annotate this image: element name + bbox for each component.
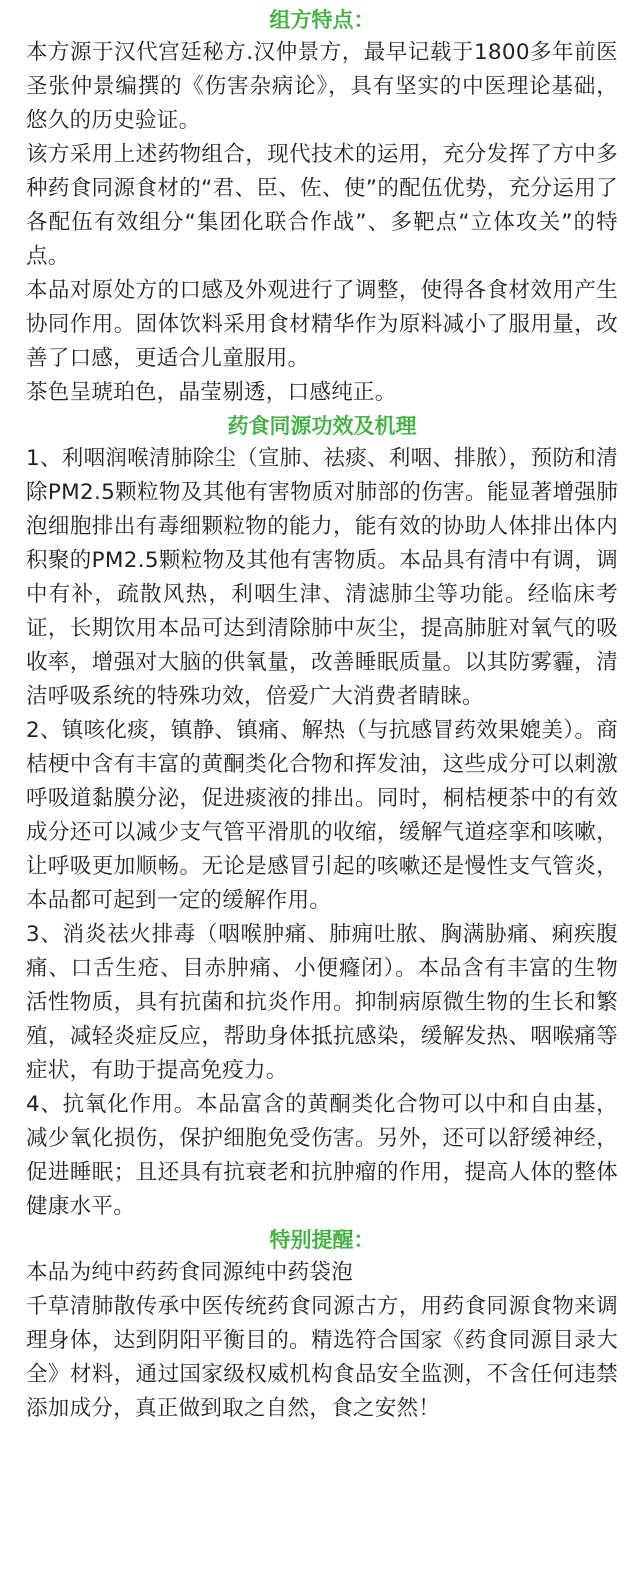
paragraph: 千草清肺散传承中医传统药食同源古方，用药食同源食物来调理身体，达到阴阳平衡目的。精选符合国家《药食同源目录大全》材料，通过国家级权威机构食品安全监测，不含任何违禁添加成分，真正做到取之自然，食之安然！	[26, 1294, 618, 1421]
section-heading: 药食同源功效及机理	[227, 414, 417, 438]
section-heading: 组方特点：	[269, 8, 375, 32]
paragraph: 3、消炎祛火排毒（咽喉肿痛、肺痈吐脓、胸满胁痛、痢疾腹痛、口舌生疮、目赤肿痛、小便癃闭）。本品含有丰富的生物活性物质，具有抗菌和抗炎作用。抑制病原微生物的生长和繁殖，减轻炎症反应，帮助身体抵抗感染，缓解发热、咽喉痛等症状，有助于提高免疫力。	[26, 922, 618, 1083]
paragraph: 2、镇咳化痰，镇静、镇痛、解热（与抗感冒药效果媲美）。商桔梗中含有丰富的黄酮类化合物和挥发油，这些成分可以刺激呼吸道黏膜分泌，促进痰液的排出。同时，桐桔梗茶中的有效成分还可以减少支气管平滑肌的收缩，缓解气道痉挛和咳嗽，让呼吸更加顺畅。无论是感冒引起的咳嗽还是慢性支气管炎，本品都可起到一定的缓解作用。	[26, 718, 618, 913]
section-formula-features	[26, 4, 618, 410]
paragraph: 该方采用上述药物组合，现代技术的运用，充分发挥了方中多种药食同源食材的“君、臣、佐、使”的配伍优势，充分运用了各配伍有效组分“集团化联合作战”、多靶点“立体攻关”的特点。	[26, 142, 618, 269]
paragraph: 本品对原处方的口感及外观进行了调整，使得各食材效用产生协同作用。固体饮料采用食材精华作为原料减小了服用量，改善了口感，更适合儿童服用。	[26, 278, 618, 371]
paragraph: 4、抗氧化作用。本品富含的黄酮类化合物可以中和自由基，减少氧化损伤，保护细胞免受伤害。另外，还可以舒缓神经，促进睡眠；且还具有抗衰老和抗肿瘤的作用，提高人体的整体健康水平。	[26, 1092, 618, 1219]
paragraph: 茶色呈琥珀色，晶莹剔透，口感纯正。	[26, 380, 397, 405]
paragraph: 1、利咽润喉清肺除尘（宣肺、祛痰、利咽、排脓），预防和清除PM2.5颗粒物及其他有害物质对肺部的伤害。能显著增强肺泡细胞排出有毒细颗粒物的能力，能有效的协助人体排出体内积聚的PM2.5颗粒物及其他有害物质。本品具有清中有调，调中有补，疏散风热，利咽生津、清滤肺尘等功能。经临床考证，长期饮用本品可达到清除肺中灰尘，提高肺脏对氧气的吸收率，增强对大脑的供氧量，改善睡眠质量。以其防雾霾，清洁呼吸系统的特殊功效，倍爱广大消费者睛睐。	[26, 446, 618, 709]
paragraph: 本方源于汉代宫廷秘方.汉仲景方，最早记载于1800多年前医圣张仲景编撰的《伤害杂病论》，具有坚实的中医理论基础，悠久的历史验证。	[26, 40, 618, 133]
section-heading: 特别提醒：	[269, 1228, 375, 1252]
section-special-reminder	[26, 1224, 618, 1426]
paragraph: 本品为纯中药药食同源纯中药袋泡	[26, 1260, 354, 1285]
section-efficacy-mechanism	[26, 410, 618, 1224]
